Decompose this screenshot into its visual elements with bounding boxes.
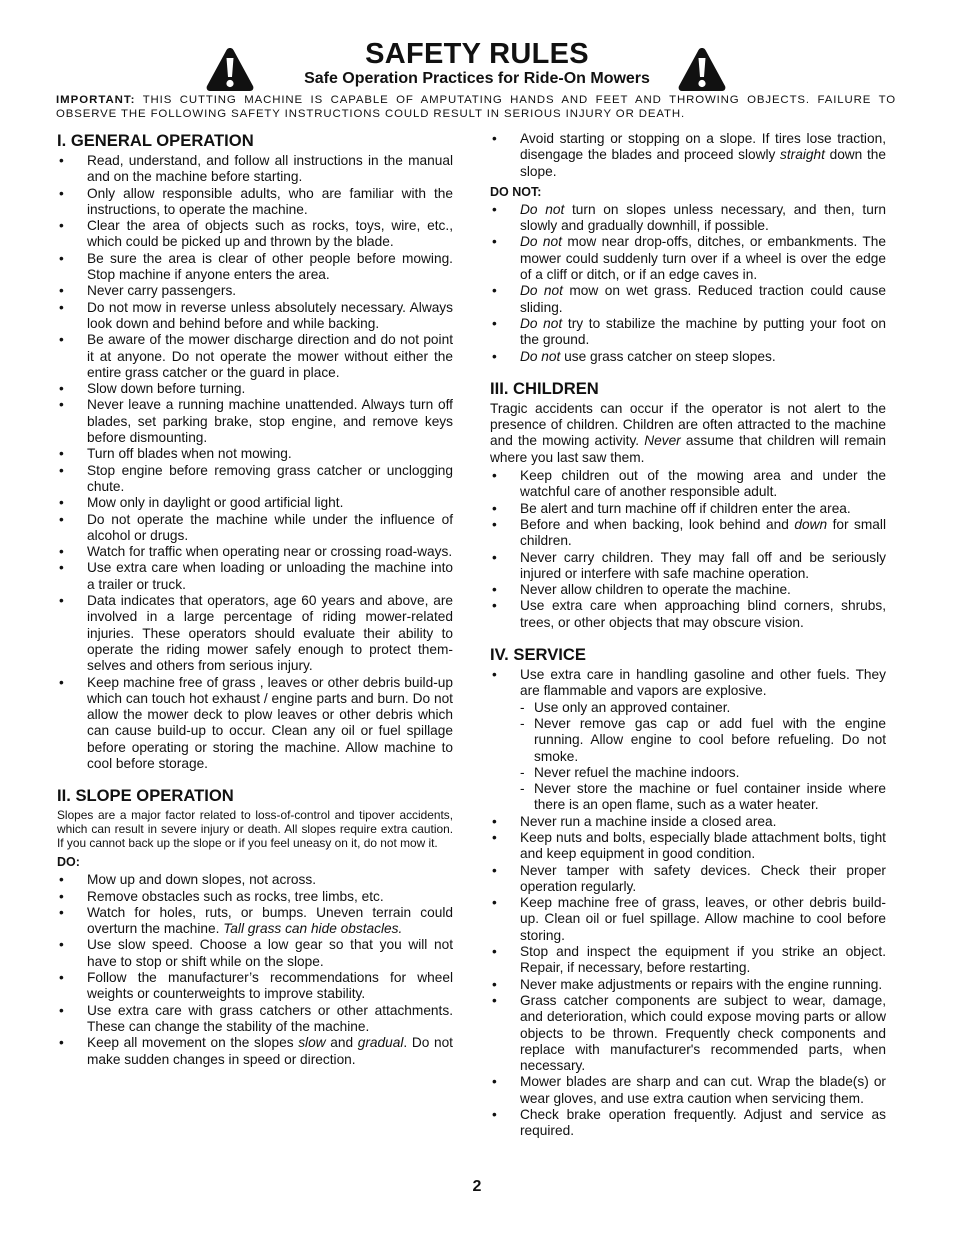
list-item: • Keep all movement on the slopes slow and gradual. Do not make sudden changes in speed or direction. <box>57 1035 453 1068</box>
list-item: • Use extra care when loading or unloading the machine into a trailer or truck. <box>57 560 453 593</box>
sub-list-item: - Never refuel the machine indoors. <box>490 765 886 781</box>
left-column <box>57 131 453 1068</box>
list-item: • Do not turn on slopes unless necessary, and then, turn slowly and gradually downhill, if possible. <box>490 202 886 235</box>
slope-intro: Slopes are a major factor related to loss-of-control and tipover accidents, which can result in severe injury or death. All slopes require extra caution. If you cannot back up the slope or if you feel uneasy on it, do not mow it. <box>57 808 453 851</box>
list-item: • Do not use grass catcher on steep slopes. <box>490 349 886 365</box>
list-item: • Do not operate the machine while under the influence of alcohol or drugs. <box>57 512 453 545</box>
important-text: THIS CUTTING MACHINE IS CAPABLE OF AMPUTATING HANDS AND FEET AND THROWING OBJECTS. FAILURE TO OBSERVE THE FOLLOWING SAFETY INSTRUCTIONS COULD RESULT IN SERIOUS INJURY OR DEATH. <box>56 94 896 120</box>
list-item: • Be alert and turn machine off if children enter the area. <box>490 501 886 517</box>
sub-list-item: - Use only an approved container. <box>490 700 886 716</box>
list-item: • Stop engine before removing grass catcher or unclogging chute. <box>57 463 453 496</box>
general-operation-list <box>57 153 453 772</box>
section-heading-slope: II. SLOPE OPERATION <box>57 786 234 806</box>
page-number: 2 <box>472 1178 482 1195</box>
list-item: • Check brake operation frequently. Adjust and service as required. <box>490 1107 886 1140</box>
list-item: • Never leave a running machine unattended. Always turn off blades, set parking brake, stop engine, and remove keys before dismounting. <box>57 397 453 446</box>
list-item: • Use slow speed. Choose a low gear so that you will not have to stop or shift while on the slope. <box>57 937 453 970</box>
important-label: IMPORTANT: <box>56 94 136 106</box>
list-item: • Before and when backing, look behind and down for small children. <box>490 517 886 550</box>
list-item: • Do not mow in reverse unless absolutely necessary. Always look down and behind before and while backing. <box>57 300 453 333</box>
important-notice <box>56 93 896 121</box>
list-item: • Read, understand, and follow all instructions in the manual and on the machine before starting. <box>57 153 453 186</box>
slope-do-not-list <box>490 202 886 365</box>
list-item: • Only allow responsible adults, who are familiar with the instructions, to operate the machine. <box>57 186 453 219</box>
list-item: • Slow down before turning. <box>57 381 453 397</box>
list-item: • Do not mow on wet grass. Reduced traction could cause sliding. <box>490 283 886 316</box>
section-heading-service: IV. SERVICE <box>490 645 586 665</box>
children-intro: Tragic accidents can occur if the operator is not alert to the presence of children. Children are often attracted to the machine and the mowing activity. Never assume that children will remain where you last saw them. <box>490 400 887 465</box>
list-item: • Keep children out of the mowing area and under the watchful care of another responsible adult. <box>490 468 886 501</box>
list-item: • Avoid starting or stopping on a slope. If tires lose traction, disengage the blades and proceed slowly straight down the slope. <box>490 131 886 180</box>
list-item: • Use extra care with grass catchers or other attachments. These can change the stability of the machine. <box>57 1003 453 1036</box>
do-not-label: DO NOT: <box>490 184 542 199</box>
children-list <box>490 468 886 631</box>
slope-do-list-continued <box>490 131 886 180</box>
sub-list-item: - Never store the machine or fuel container inside where there is an open flame, such as a water heater. <box>490 781 886 814</box>
section-heading-children: III. CHILDREN <box>490 378 599 398</box>
list-item: • Do not mow near drop-offs, ditches, or embankments. The mower could suddenly turn over if a wheel is over the edge of a cliff or ditch, or if an edge caves in. <box>490 234 886 283</box>
list-item: • Grass catcher components are subject to wear, damage, and deterioration, which could expose moving parts or allow objects to be thrown. Frequently check components and replace with manufacturer's recommended parts, when necessary. <box>490 993 886 1074</box>
list-item: • Use extra care in handling gasoline and other fuels. They are flammable and vapors are explosive. - Use only an approved container. - Never remove gas cap or add fuel with the engine running. Allow engine to cool before refueling. Do not smoke. - Never refuel the machine indoors. - Never store the machine or fuel container inside where there is an open flame, such as a water heater. <box>490 667 886 814</box>
list-item: • Keep nuts and bolts, especially blade attachment bolts, tight and keep equipment in good condition. <box>490 830 886 863</box>
list-item: • Never allow children to operate the machine. <box>490 582 886 598</box>
list-item: • Keep machine free of grass , leaves or other debris build-up which can touch hot exhaust / engine parts and burn. Do not allow the mower deck to plow leaves or other debris which can cause build-up to occur. Clean any oil or fuel spillage before operating or storing the machine. Allow machine to cool before storage. <box>57 675 453 773</box>
list-item: • Mow up and down slopes, not across. <box>57 872 453 888</box>
list-item: • Use extra care when approaching blind corners, shrubs, trees, or other objects that may obscure vision. <box>490 598 886 631</box>
page-subtitle: Safe Operation Practices for Ride-On Mowers <box>304 70 650 87</box>
service-list <box>490 667 886 1140</box>
list-item: • Never carry children. They may fall off and be seriously injured or interfere with safe machine operation. <box>490 550 886 583</box>
list-item: • Keep machine free of grass, leaves, or other debris build-up. Clean oil or fuel spillage. Allow machine to cool before storing. <box>490 895 886 944</box>
list-item: • Never run a machine inside a closed area. <box>490 814 886 830</box>
list-item: • Mow only in daylight or good artificial light. <box>57 495 453 511</box>
list-item: • Mower blades are sharp and can cut. Wrap the blade(s) or wear gloves, and use extra caution when servicing them. <box>490 1074 886 1107</box>
list-item: • Watch for holes, ruts, or bumps. Uneven terrain could overturn the machine. Tall grass can hide obstacles. <box>57 905 453 938</box>
list-item: • Do not try to stabilize the machine by putting your foot on the ground. <box>490 316 886 349</box>
list-item: • Be sure the area is clear of other people before mowing. Stop machine if anyone enters the area. <box>57 251 453 284</box>
list-item: • Remove obstacles such as rocks, tree limbs, etc. <box>57 889 453 905</box>
list-item: • Data indicates that operators, age 60 years and above, are involved in a large percentage of riding mower-related injuries. These operators should evaluate their ability to operate the riding mower safely enough to protect them-selves and others from serious injury. <box>57 593 453 674</box>
list-item: • Stop and inspect the equipment if you strike an object. Repair, if necessary, before restarting. <box>490 944 886 977</box>
do-label: DO: <box>57 855 80 870</box>
list-item: • Be aware of the mower discharge direction and do not point it at anyone. Do not operate the mower without either the entire grass catcher or the guard in place. <box>57 332 453 381</box>
section-heading-general: I. GENERAL OPERATION <box>57 131 254 150</box>
list-item: • Clear the area of objects such as rocks, toys, wire, etc., which could be picked up and thrown by the blade. <box>57 218 453 251</box>
fuel-sublist <box>490 700 886 814</box>
list-item: • Follow the manufacturer’s recommendations for wheel weights or counterweights to improve stability. <box>57 970 453 1003</box>
right-column <box>490 131 886 1140</box>
page-title: SAFETY RULES <box>365 38 589 70</box>
list-item: • Never make adjustments or repairs with the engine running. <box>490 977 886 993</box>
list-item: • Turn off blades when not mowing. <box>57 446 453 462</box>
warning-triangle-icon <box>677 46 727 92</box>
sub-list-item: - Never remove gas cap or add fuel with the engine running. Allow engine to cool before refueling. Do not smoke. <box>490 716 886 765</box>
page-header <box>0 38 954 92</box>
list-item: • Never carry passengers. <box>57 283 453 299</box>
list-item: • Never tamper with safety devices. Check their proper operation regularly. <box>490 863 886 896</box>
slope-do-list <box>57 872 453 1068</box>
list-item: • Watch for traffic when operating near or crossing road-ways. <box>57 544 453 560</box>
